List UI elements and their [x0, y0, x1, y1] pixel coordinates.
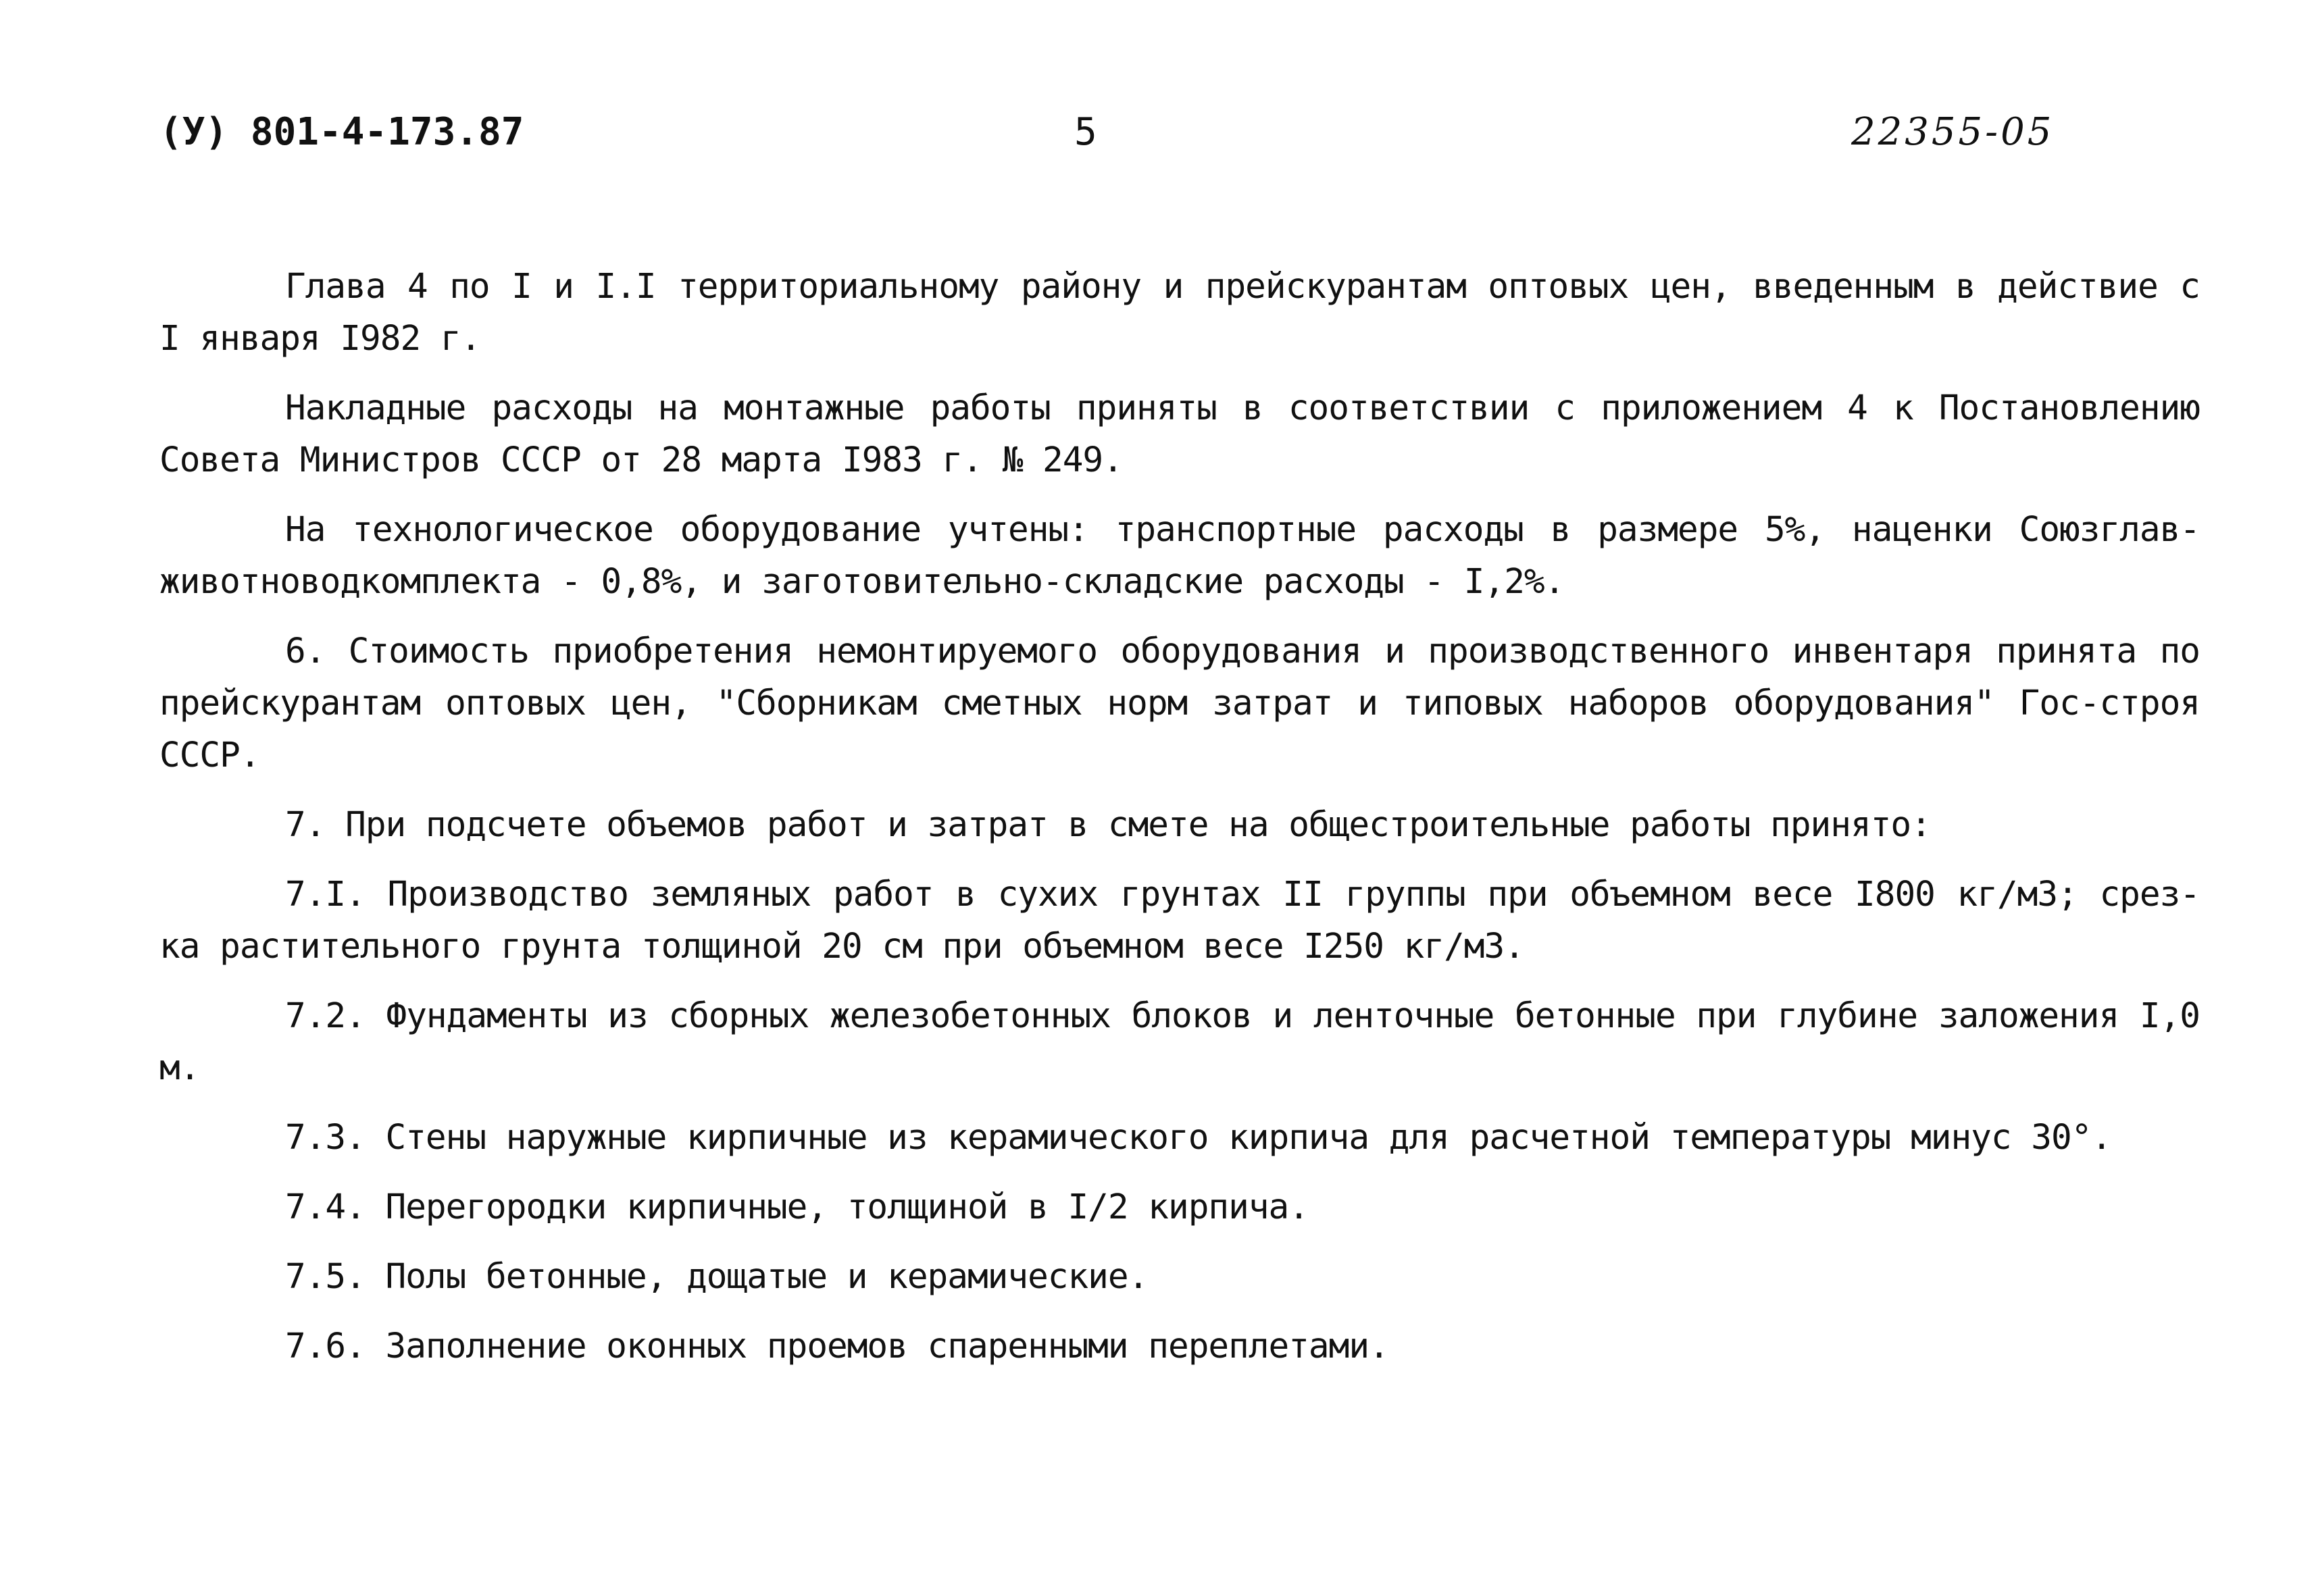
paragraph-item-7: 7. При подсчете объемов работ и затрат в смете на общестроительные работы принято:	[285, 805, 1931, 845]
handwritten-inventory-number: 22355-05	[1851, 110, 2055, 154]
paragraph-equipment-costs: На технологическое оборудование учтены: транспортные расходы в размере 5%, наценки Союзглав-животноводкомплекта - 0,8%, и заготовительно-складские расходы - I,2%.	[159, 510, 2200, 602]
document-code: (У) 801-4-173.87	[159, 110, 524, 154]
paragraph-item-7-3: 7.3. Стены наружные кирпичные из керамического кирпича для расчетной температуры минус 30°.	[285, 1118, 2112, 1158]
paragraph-chapter-4: Глава 4 по I и I.I территориальному району и прейскурантам оптовых цен, введенным в действие с I января I982 г.	[159, 267, 2200, 359]
document-body	[159, 261, 2200, 1372]
paragraph-item-7-2: 7.2. Фундаменты из сборных железобетонных блоков и ленточные бетонные при глубине заложения I,0 м.	[159, 996, 2200, 1088]
page-number: 5	[1074, 110, 1097, 154]
paragraph-overhead-costs: Накладные расходы на монтажные работы приняты в соответствии с приложением 4 к Постановлению Совета Министров СССР от 28 марта I983 г. № 249.	[159, 388, 2200, 480]
paragraph-item-7-1: 7.I. Производство земляных работ в сухих грунтах II группы при объемном весе I800 кг/м3; срез-ка растительного грунта толщиной 20 см при объемном весе I250 кг/м3.	[159, 875, 2200, 967]
paragraph-item-7-5: 7.5. Полы бетонные, дощатые и керамические.	[285, 1257, 1149, 1297]
paragraph-item-7-4: 7.4. Перегородки кирпичные, толщиной в I/2 кирпича.	[285, 1187, 1309, 1227]
paragraph-item-6: 6. Стоимость приобретения немонтируемого оборудования и производственного инвентаря принята по прейскурантам оптовых цен, "Сборникам сметных норм затрат и типовых наборов оборудования" Гос-строя СССР.	[159, 632, 2200, 775]
paragraph-item-7-6: 7.6. Заполнение оконных проемов спаренными переплетами.	[285, 1327, 1389, 1366]
